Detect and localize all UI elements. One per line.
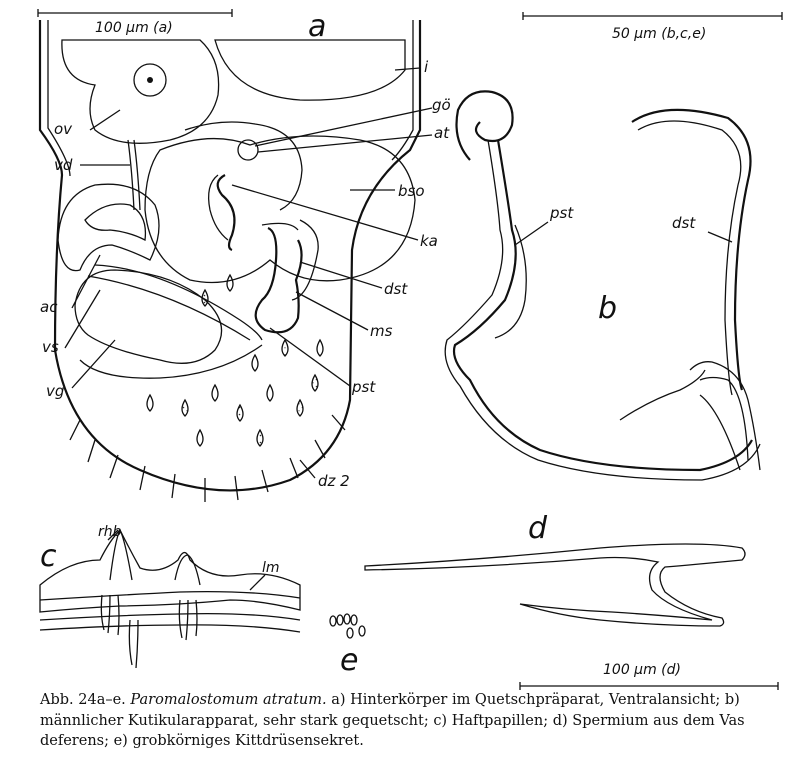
label-dz2: dz 2	[318, 472, 350, 490]
panel-b-drawing	[445, 12, 782, 480]
label-vs: vs	[42, 338, 59, 356]
panel-letter-b: b	[598, 291, 618, 326]
proximal-stylet	[457, 91, 513, 160]
atrium-sphere	[238, 140, 258, 160]
caption-prefix: Abb. 24a–e.	[40, 692, 126, 708]
spermium	[365, 544, 745, 626]
epidermis-band	[40, 530, 300, 612]
scalebar-d-label: 100 µm (d)	[603, 662, 681, 678]
panel-a-drawing	[38, 9, 432, 502]
label-dst-b: dst	[672, 214, 696, 232]
scalebar-d	[520, 682, 778, 690]
panel-d-drawing	[365, 544, 778, 690]
scalebar-bce-label: 50 µm (b,c,e)	[612, 26, 707, 42]
panel-letter-c: c	[40, 539, 57, 574]
label-ka: ka	[420, 232, 438, 250]
label-ov: ov	[54, 120, 73, 138]
cement-glands	[58, 184, 159, 270]
label-ac: ac	[40, 298, 58, 316]
label-dst-a: dst	[384, 280, 408, 298]
male-stylet-a	[256, 228, 302, 332]
scalebar-bce	[523, 12, 782, 20]
secretion-granule	[330, 616, 336, 626]
label-bso: bso	[398, 182, 425, 200]
scalebar-a-label: 100 µm (a)	[95, 20, 173, 36]
label-pst-a: pst	[352, 378, 376, 396]
secretion-granule	[351, 615, 357, 625]
papillae-c	[101, 530, 200, 668]
secretion-granule	[359, 626, 365, 636]
vas-deferens	[128, 140, 134, 210]
label-vd: vd	[54, 156, 73, 174]
vesicula-granulorum	[80, 345, 262, 378]
secretion-granule	[337, 615, 343, 625]
leader-lines-b	[515, 222, 732, 245]
seminal-vesicle	[75, 270, 222, 363]
panel-letter-a: a	[308, 9, 327, 44]
label-i: i	[424, 58, 429, 76]
bursa-organ	[145, 136, 415, 283]
ovary	[62, 40, 219, 143]
distal-stylet	[632, 110, 751, 390]
label-pst-b: pst	[550, 204, 574, 222]
leader-lines-a	[65, 68, 432, 478]
secretion-granule	[344, 614, 350, 624]
intestine	[215, 40, 405, 100]
label-lm: lm	[262, 560, 280, 576]
figure-caption	[40, 690, 800, 752]
body-outline	[40, 20, 420, 490]
panel-letter-e: e	[340, 643, 359, 678]
secretion-granule	[347, 628, 353, 638]
label-rhb: rhb	[98, 524, 122, 540]
scalebar-a	[38, 9, 232, 17]
label-vg: vg	[46, 382, 65, 400]
label-go: gö	[432, 96, 451, 114]
panel-e-drawing	[330, 614, 365, 638]
caption-species: Paromalostomum atratum.	[130, 692, 327, 708]
stylet-funnel	[690, 362, 760, 470]
label-ms: ms	[370, 322, 393, 340]
panel-c-drawing	[40, 530, 300, 668]
panel-letter-d: d	[528, 511, 548, 546]
label-at: at	[434, 124, 450, 142]
caption-text: a) Hinterkörper im Quetschpräparat, Ventralansicht; b) männlicher Kutikularapparat, sehr stark gequetscht; c) Haftpapillen; d) Spermium aus dem Vas deferens; e) grobkörniges Kittdrüsensekret.	[40, 692, 745, 750]
